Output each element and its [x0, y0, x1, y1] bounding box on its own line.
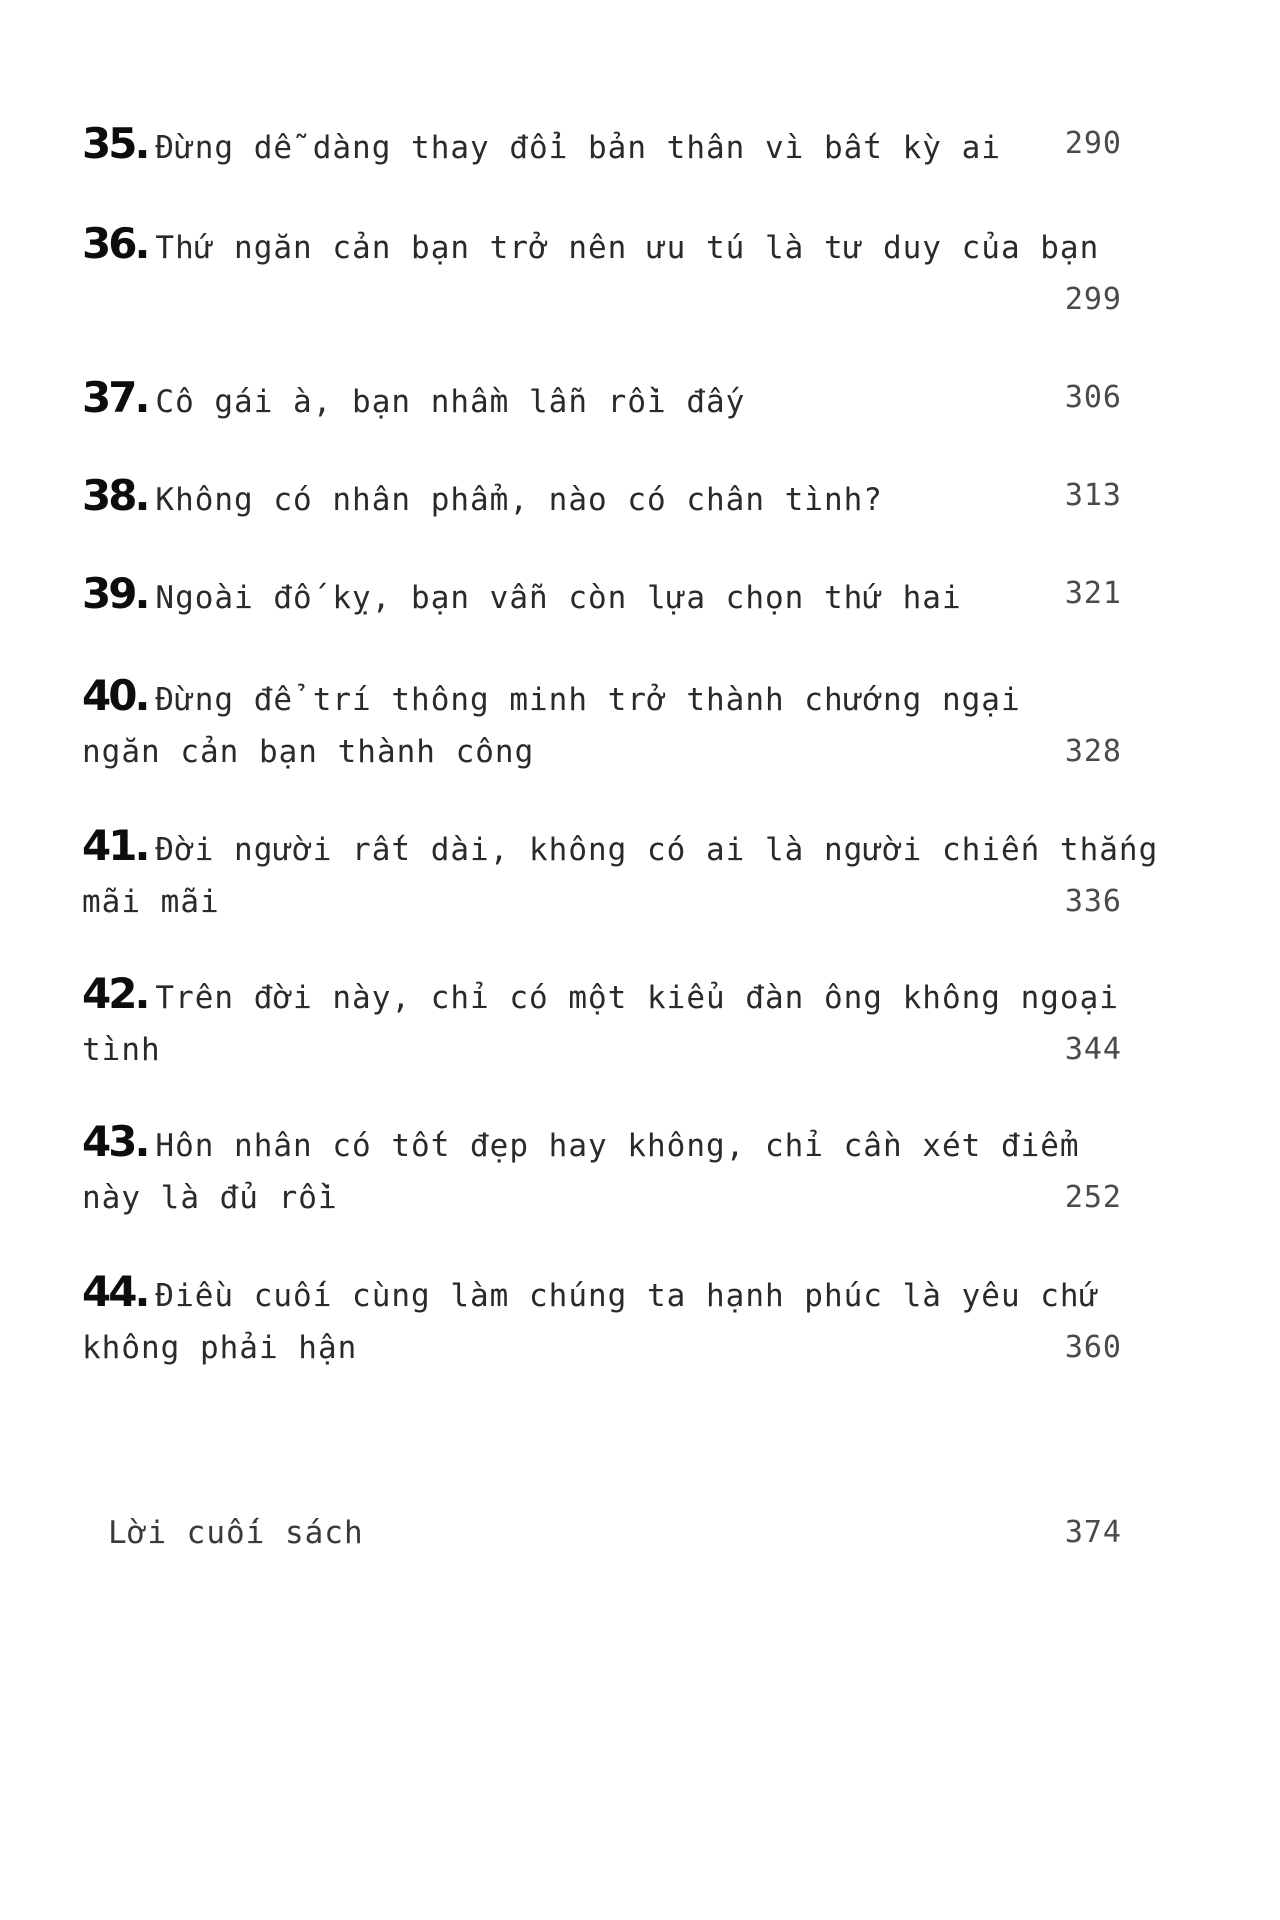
toc-entry-42[interactable] — [82, 966, 1122, 1078]
chapter-title-continued: này là đủ rồi — [82, 1180, 338, 1216]
toc-entry-39[interactable] — [82, 566, 1122, 622]
toc-entry-line — [82, 116, 1122, 172]
toc-entry-44[interactable] — [82, 1264, 1122, 1376]
toc-entry-page-line — [82, 272, 1122, 328]
chapter-title: Hôn nhân có tốt đẹp hay không, chỉ cần xét điểm — [155, 1128, 1080, 1164]
toc-entry-43[interactable] — [82, 1114, 1122, 1226]
chapter-title-continued: ngăn cản bạn thành công — [82, 734, 535, 770]
toc-entry-afterword[interactable] — [108, 1505, 1122, 1561]
chapter-title-continued: không phải hận — [82, 1330, 358, 1366]
toc-entry-35[interactable] — [82, 116, 1122, 172]
chapter-title: Đừng dễ dàng thay đổi bản thân vì bất kỳ ai — [155, 130, 1001, 166]
toc-entry-line — [82, 370, 1122, 426]
page-number: 252 — [1064, 1180, 1122, 1215]
toc-entry-line — [82, 216, 1122, 272]
toc-entry-line — [82, 1022, 1122, 1078]
chapter-number: 38. — [82, 471, 148, 520]
toc-entry-line — [82, 874, 1122, 930]
page-number: 313 — [1064, 478, 1122, 513]
toc-entry-line — [82, 1264, 1122, 1320]
chapter-title: Điều cuối cùng làm chúng ta hạnh phúc là yêu chứ — [155, 1278, 1100, 1314]
chapter-title-continued: mãi mãi — [82, 884, 220, 920]
toc-entry-line — [82, 468, 1122, 524]
chapter-title: Đời người rất dài, không có ai là người chiến thắng — [155, 832, 1159, 868]
toc-entry-36[interactable] — [82, 216, 1122, 328]
toc-entry-line — [82, 566, 1122, 622]
chapter-number: 43. — [82, 1117, 148, 1166]
page-number: 290 — [1064, 126, 1122, 161]
toc-entry-line — [82, 1114, 1122, 1170]
chapter-title: Ngoài đố kỵ, bạn vẫn còn lựa chọn thứ hai — [155, 580, 962, 616]
page-number: 299 — [1064, 282, 1122, 317]
afterword-title: Lời cuối sách — [108, 1515, 364, 1551]
page-number: 344 — [1064, 1032, 1122, 1067]
toc-entry-37[interactable] — [82, 370, 1122, 426]
page-number: 336 — [1064, 884, 1122, 919]
toc-entry-line — [82, 1170, 1122, 1226]
chapter-number: 36. — [82, 219, 148, 268]
toc-entry-line — [82, 818, 1159, 874]
chapter-title: Không có nhân phẩm, nào có chân tình? — [155, 482, 883, 518]
chapter-title: Cô gái à, bạn nhầm lẫn rồi đấy — [155, 384, 746, 420]
toc-entry-line — [82, 966, 1122, 1022]
chapter-number: 35. — [82, 119, 148, 168]
chapter-title: Đừng để trí thông minh trở thành chướng ngại — [155, 682, 1021, 718]
toc-entry-40[interactable] — [82, 668, 1122, 780]
chapter-number: 40. — [82, 671, 148, 720]
chapter-number: 39. — [82, 569, 148, 618]
chapter-number: 42. — [82, 969, 148, 1018]
chapter-title: Trên đời này, chỉ có một kiểu đàn ông không ngoại — [155, 980, 1119, 1016]
chapter-number: 41. — [82, 821, 148, 870]
toc-entry-38[interactable] — [82, 468, 1122, 524]
toc-entry-41[interactable] — [82, 818, 1159, 930]
page-number: 328 — [1064, 734, 1122, 769]
page-number: 360 — [1064, 1330, 1122, 1365]
page-number: 306 — [1064, 380, 1122, 415]
toc-entry-line — [82, 668, 1122, 724]
chapter-number: 37. — [82, 373, 148, 422]
toc-entry-line — [82, 1320, 1122, 1376]
page-number: 321 — [1064, 576, 1122, 611]
chapter-title-continued: tình — [82, 1032, 161, 1068]
toc-entry-line — [82, 724, 1122, 780]
chapter-title: Thứ ngăn cản bạn trở nên ưu tú là tư duy của bạn — [155, 230, 1100, 266]
chapter-number: 44. — [82, 1267, 148, 1316]
page-number: 374 — [1064, 1515, 1122, 1550]
